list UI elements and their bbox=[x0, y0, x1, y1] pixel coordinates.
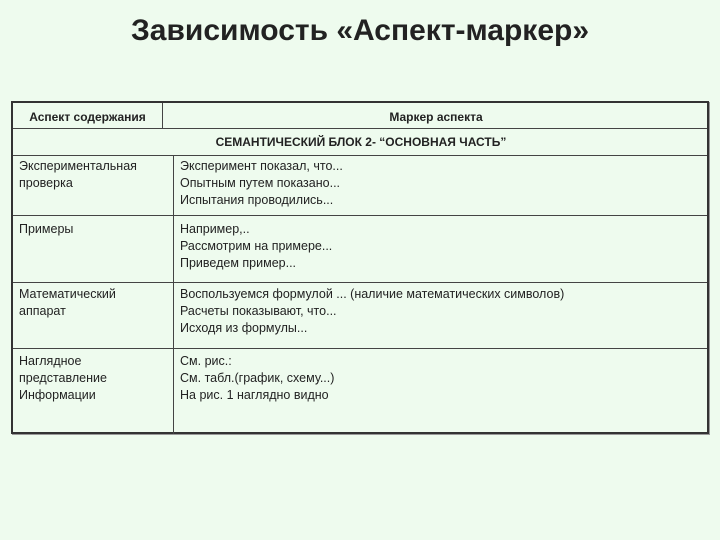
marker-line: Воспользуемся формулой ... (наличие математических символов) bbox=[180, 287, 565, 301]
aspect-line: Математический bbox=[19, 287, 116, 301]
block-header: СЕМАНТИЧЕСКИЙ БЛОК 2- “ОСНОВНАЯ ЧАСТЬ” bbox=[215, 135, 507, 149]
marker-line: Исходя из формулы... bbox=[180, 321, 308, 335]
table-rule bbox=[13, 348, 707, 349]
marker-line: Опытным путем показано... bbox=[180, 176, 341, 190]
table-rule bbox=[13, 155, 707, 156]
header-aspect: Аспект содержания bbox=[29, 110, 146, 124]
aspect-line: Примеры bbox=[19, 222, 74, 236]
aspect-line: проверка bbox=[19, 176, 73, 190]
marker-line: Расчеты показывают, что... bbox=[180, 304, 337, 318]
marker-line: Эксперимент показал, что... bbox=[180, 159, 343, 173]
marker-line: Рассмотрим на примере... bbox=[180, 239, 333, 253]
aspect-line: Наглядное bbox=[19, 354, 82, 368]
aspect-line: Экспериментальная bbox=[19, 159, 137, 173]
marker-line: См. табл.(график, схему...) bbox=[180, 371, 335, 385]
marker-line: Например,.. bbox=[180, 222, 250, 236]
aspect-line: представление bbox=[19, 371, 107, 385]
aspect-line: аппарат bbox=[19, 304, 66, 318]
marker-cell bbox=[180, 353, 334, 404]
aspect-cell bbox=[19, 221, 73, 238]
marker-cell bbox=[180, 221, 332, 272]
aspect-cell bbox=[19, 353, 107, 404]
column-divider bbox=[173, 155, 174, 434]
marker-line: См. рис.: bbox=[180, 354, 232, 368]
marker-line: Приведем пример... bbox=[180, 256, 297, 270]
aspect-line: Информации bbox=[19, 388, 96, 402]
marker-line: На рис. 1 наглядно видно bbox=[180, 388, 329, 402]
table-rule bbox=[13, 282, 707, 283]
marker-cell bbox=[180, 286, 564, 337]
table-rule bbox=[13, 215, 707, 216]
marker-line: Испытания проводились... bbox=[180, 193, 334, 207]
aspect-cell bbox=[19, 158, 137, 192]
aspect-marker-table bbox=[11, 101, 709, 434]
header-marker: Маркер аспекта bbox=[389, 110, 483, 124]
table-rule bbox=[13, 128, 707, 129]
aspect-cell bbox=[19, 286, 116, 320]
marker-cell bbox=[180, 158, 343, 209]
slide-title: Зависимость «Аспект-маркер» bbox=[130, 14, 590, 47]
